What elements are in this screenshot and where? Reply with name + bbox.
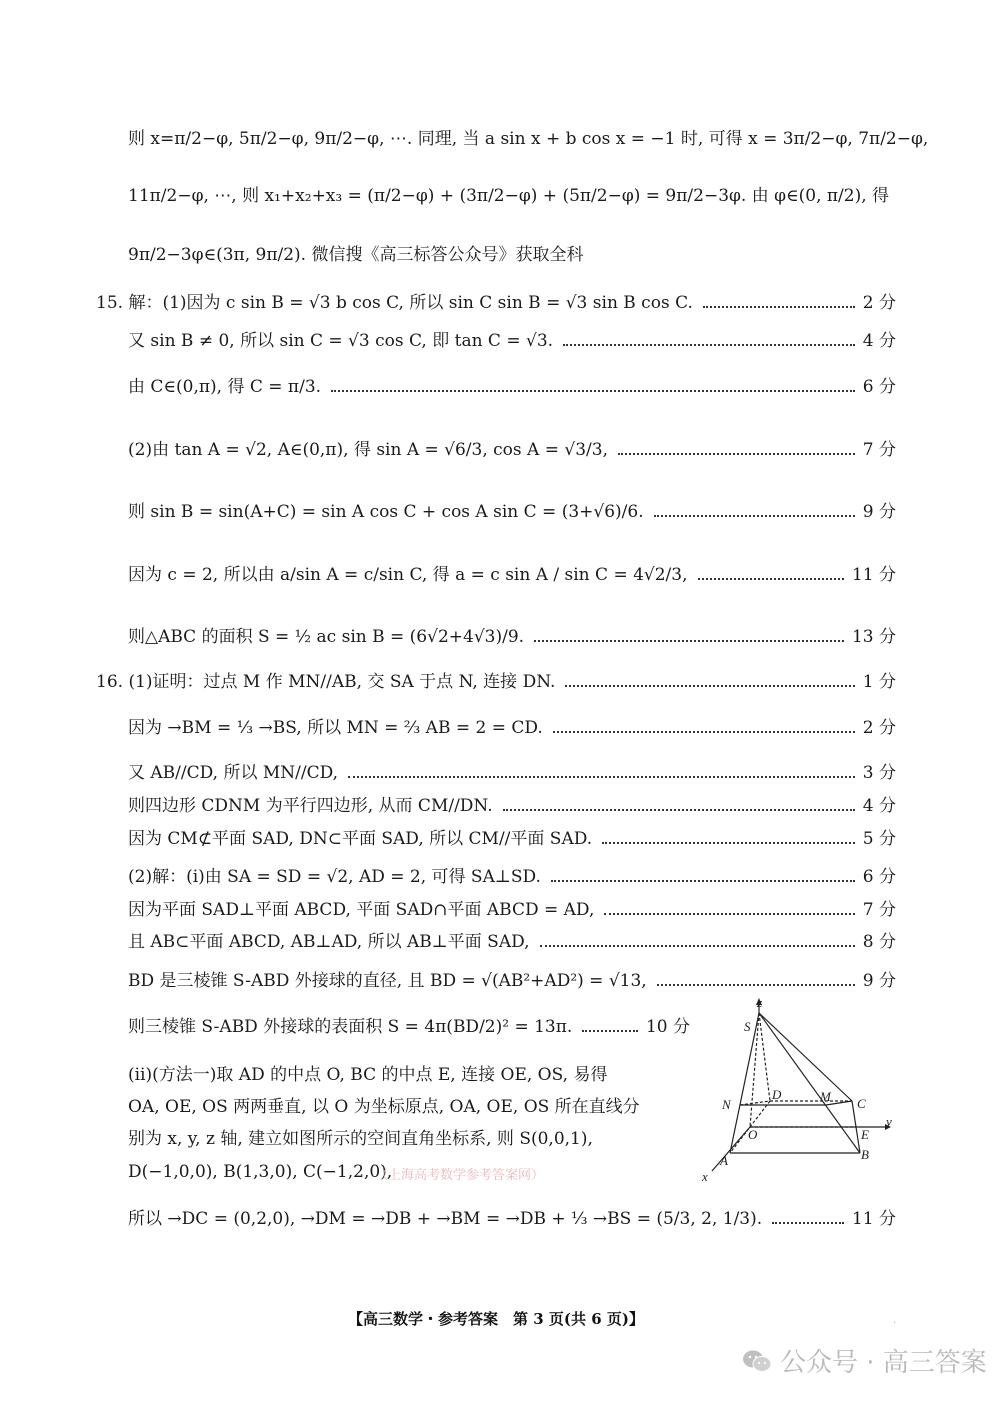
q16-step-3: 又 AB//CD, 所以 MN//CD, 3 分: [128, 763, 896, 783]
q16-step-9: BD 是三棱锥 S-ABD 外接球的直径, 且 BD = √(AB²+AD²) = √13, 9 分: [128, 971, 896, 991]
q15-step-6: 因为 c = 2, 所以由 a/sin A = c/sin C, 得 a = c sin A / sin C = 4√2/3, 11 分: [128, 565, 896, 585]
score: 4 分: [862, 331, 896, 351]
q16-step-10: 则三棱锥 S-ABD 外接球的表面积 S = 4π(BD/2)² = 13π. 10 分: [128, 1017, 690, 1037]
q16-step-7: 因为平面 SAD⊥平面 ABCD, 平面 SAD∩平面 ABCD = AD, 7 分: [128, 900, 896, 920]
watermark-text: 公众号 · 高三答案: [780, 1348, 987, 1378]
score: 4 分: [862, 796, 896, 816]
score: 11 分: [851, 1209, 896, 1229]
method-line-1: (ⅱ)(方法一)取 AD 的中点 O, BC 的中点 E, 连接 OE, OS, 易得: [128, 1065, 608, 1085]
score: 2 分: [862, 718, 896, 738]
label-D: D: [772, 1087, 782, 1102]
score: 6 分: [862, 377, 896, 397]
score: 11 分: [851, 565, 896, 585]
score: 3 分: [862, 763, 896, 783]
edge-SB: [759, 1013, 860, 1153]
score: 10 分: [645, 1017, 690, 1037]
q16-step-11: 所以 →DC = (0,2,0), →DM = →DB + →BM = →DB + ⅓ →BS = (5/3, 2, 1/3). 11 分: [128, 1209, 896, 1229]
corner-mark: ·: [893, 1318, 897, 1329]
score: 9 分: [862, 971, 896, 991]
red-watermark: （上海高考数学参考答案网）: [375, 1168, 545, 1183]
label-A: A: [720, 1153, 728, 1168]
score: 8 分: [862, 932, 896, 952]
score: 7 分: [862, 440, 896, 460]
score: 2 分: [862, 293, 896, 313]
wechat-watermark: [742, 1342, 987, 1379]
label-x: x: [702, 1169, 708, 1184]
label-N: N: [722, 1097, 731, 1112]
pyramid-figure: [700, 995, 896, 1185]
q15-step-3: 由 C∈(0,π), 得 C = π/3. 6 分: [128, 377, 896, 397]
method-line-4: D(−1,0,0), B(1,3,0), C(−1,2,0),: [128, 1162, 393, 1182]
segment-OS: [750, 1013, 759, 1127]
label-E: E: [861, 1127, 869, 1142]
label-O: O: [748, 1127, 758, 1142]
label-y: y: [886, 1114, 892, 1129]
intro-line-3: 9π/2−3φ∈(3π, 9π/2). 微信搜《高三标答公众号》获取全科: [128, 245, 584, 265]
q15-step-5: 则 sin B = sin(A+C) = sin A cos C + cos A sin C = (3+√6)/6. 9 分: [128, 502, 896, 522]
q16-step-4: 则四边形 CDNM 为平行四边形, 从而 CM//DN. 4 分: [128, 796, 896, 816]
q16-step-8: 且 AB⊂平面 ABCD, AB⊥AD, 所以 AB⊥平面 SAD, 8 分: [128, 932, 896, 952]
q16-step-5: 因为 CM⊄平面 SAD, DN⊂平面 SAD, 所以 CM//平面 SAD. 5 分: [128, 829, 896, 849]
label-M: M: [820, 1089, 831, 1104]
wechat-icon: [742, 1348, 772, 1374]
score: 13 分: [851, 627, 896, 647]
label-z: z: [757, 995, 763, 1010]
method-line-2: OA, OE, OS 两两垂直, 以 O 为坐标原点, OA, OE, OS 所在直线分: [128, 1097, 640, 1117]
score: 5 分: [862, 829, 896, 849]
q15-step-1: 15. 解：(1)因为 c sin B = √3 b cos C, 所以 sin C sin B = √3 sin B cos C. 2 分: [96, 293, 896, 313]
q16-step-6: (2)解：(ⅰ)由 SA = SD = √2, AD = 2, 可得 SA⊥SD. 6 分: [128, 867, 896, 887]
label-B: B: [861, 1147, 869, 1162]
method-line-3: 别为 x, y, z 轴, 建立如图所示的空间直角坐标系, 则 S(0,0,1),: [128, 1129, 593, 1149]
score: 1 分: [862, 672, 896, 692]
label-S: S: [744, 1019, 751, 1034]
score: 7 分: [862, 900, 896, 920]
q15-step-4: (2)由 tan A = √2, A∈(0,π), 得 sin A = √6/3, cos A = √3/3, 7 分: [128, 440, 896, 460]
score: 9 分: [862, 502, 896, 522]
q16-step-2: 因为 →BM = ⅓ →BS, 所以 MN = ⅔ AB = 2 = CD. 2 分: [128, 718, 896, 738]
q15-step-2: 又 sin B ≠ 0, 所以 sin C = √3 cos C, 即 tan C = √3. 4 分: [128, 331, 896, 351]
score: 6 分: [862, 867, 896, 887]
intro-line-1: 则 x=π/2−φ, 5π/2−φ, 9π/2−φ, ⋯. 同理, 当 a sin x + b cos x = −1 时, 可得 x = 3π/2−φ, 7π/2−φ,: [128, 129, 929, 149]
page-footer: 【高三数学・参考答案 第 3 页(共 6 页)】: [348, 1310, 644, 1328]
q15-step-7: 则△ABC 的面积 S = ½ ac sin B = (6√2+4√3)/9. 13 分: [128, 627, 896, 647]
intro-line-2: 11π/2−φ, ⋯, 则 x₁+x₂+x₃ = (π/2−φ) + (3π/2−φ) + (5π/2−φ) = 9π/2−3φ. 由 φ∈(0, π/2), 得: [128, 186, 890, 206]
q16-step-1: 16. (1)证明：过点 M 作 MN//AB, 交 SA 于点 N, 连接 DN. 1 分: [96, 672, 896, 692]
label-C: C: [857, 1096, 866, 1111]
